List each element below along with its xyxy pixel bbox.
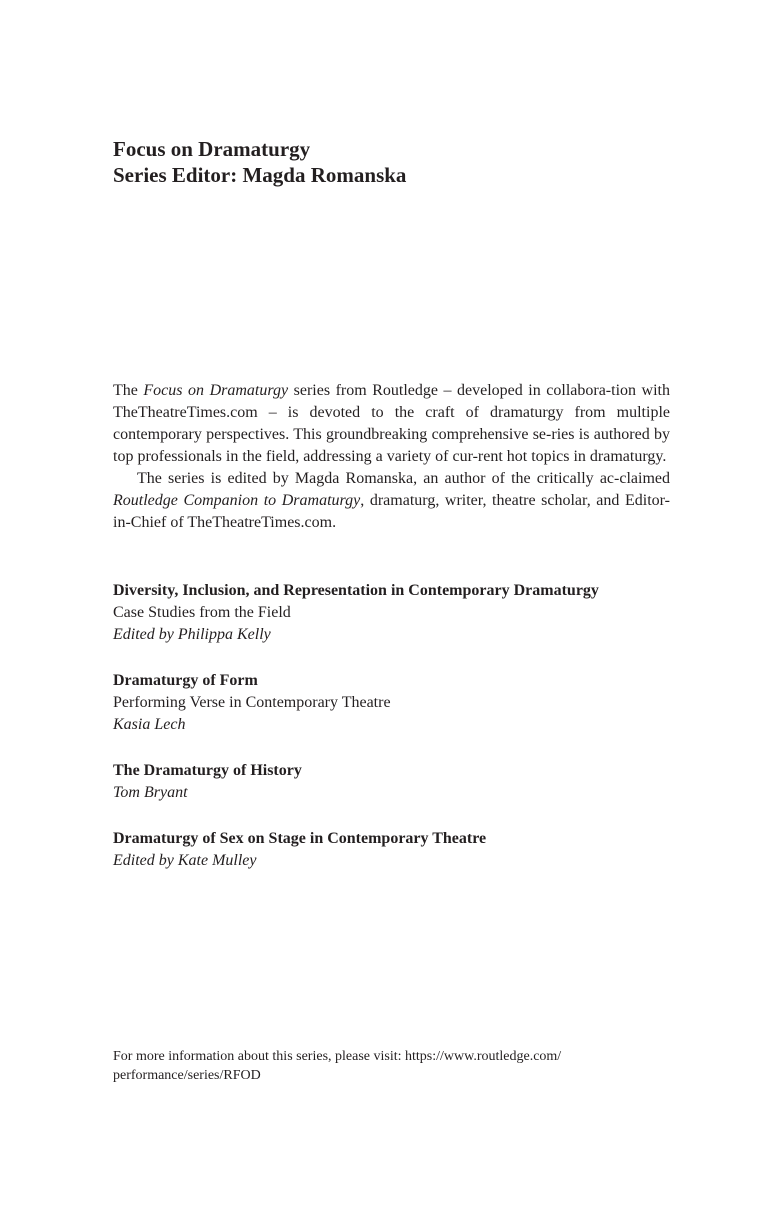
book-entry <box>113 828 670 872</box>
description-paragraph-2 <box>113 468 670 534</box>
book-entry <box>113 670 670 736</box>
description-body: series from Routledge – developed in collabora-tion with TheTheatreTimes.com – is devoted to the craft of dramaturgy from multiple contemporary perspectives. This groundbreaking comprehensive se-ries is authored by top professionals in the field, addressing a variety of cur-rent hot topics in dramaturgy. <box>113 382 671 465</box>
book-list <box>113 580 670 896</box>
book-entry <box>113 760 670 804</box>
book-subtitle: Case Studies from the Field <box>113 604 291 621</box>
series-title: Focus on Dramaturgy <box>113 137 311 161</box>
book-credit: Tom Bryant <box>113 784 188 801</box>
editor-description-lead: The series is edited by Magda Romanska, an author of the critically ac-claimed <box>137 470 670 487</box>
book-credit: Edited by Philippa Kelly <box>113 626 271 643</box>
book-credit: Kasia Lech <box>113 716 186 733</box>
book-entry <box>113 580 670 646</box>
series-description <box>113 380 670 534</box>
more-info-url-continuation[interactable]: performance/series/RFOD <box>113 1068 261 1083</box>
book-title: Dramaturgy of Form <box>113 672 258 689</box>
companion-book-title: Routledge Companion to Dramaturgy <box>113 492 361 509</box>
series-name-italic: Focus on Dramaturgy <box>143 382 289 399</box>
description-lead: The <box>113 382 144 399</box>
book-subtitle: Performing Verse in Contemporary Theatre <box>113 694 391 711</box>
more-info-line: For more information about this series, please visit: https://www.routledge.com/ <box>113 1049 562 1064</box>
series-editor: Series Editor: Magda Romanska <box>113 163 407 187</box>
editor-description-rest: , dramaturg, writer, theatre scholar, and Editor-in-Chief of TheTheatreTimes.com. <box>113 492 670 531</box>
book-title: The Dramaturgy of History <box>113 762 302 779</box>
series-page <box>113 0 670 1225</box>
more-info-note <box>113 1047 653 1085</box>
description-paragraph-1 <box>113 380 670 468</box>
book-title: Dramaturgy of Sex on Stage in Contemporary Theatre <box>113 830 487 847</box>
book-credit: Edited by Kate Mulley <box>113 852 257 869</box>
book-title: Diversity, Inclusion, and Representation in Contemporary Dramaturgy <box>113 582 599 599</box>
